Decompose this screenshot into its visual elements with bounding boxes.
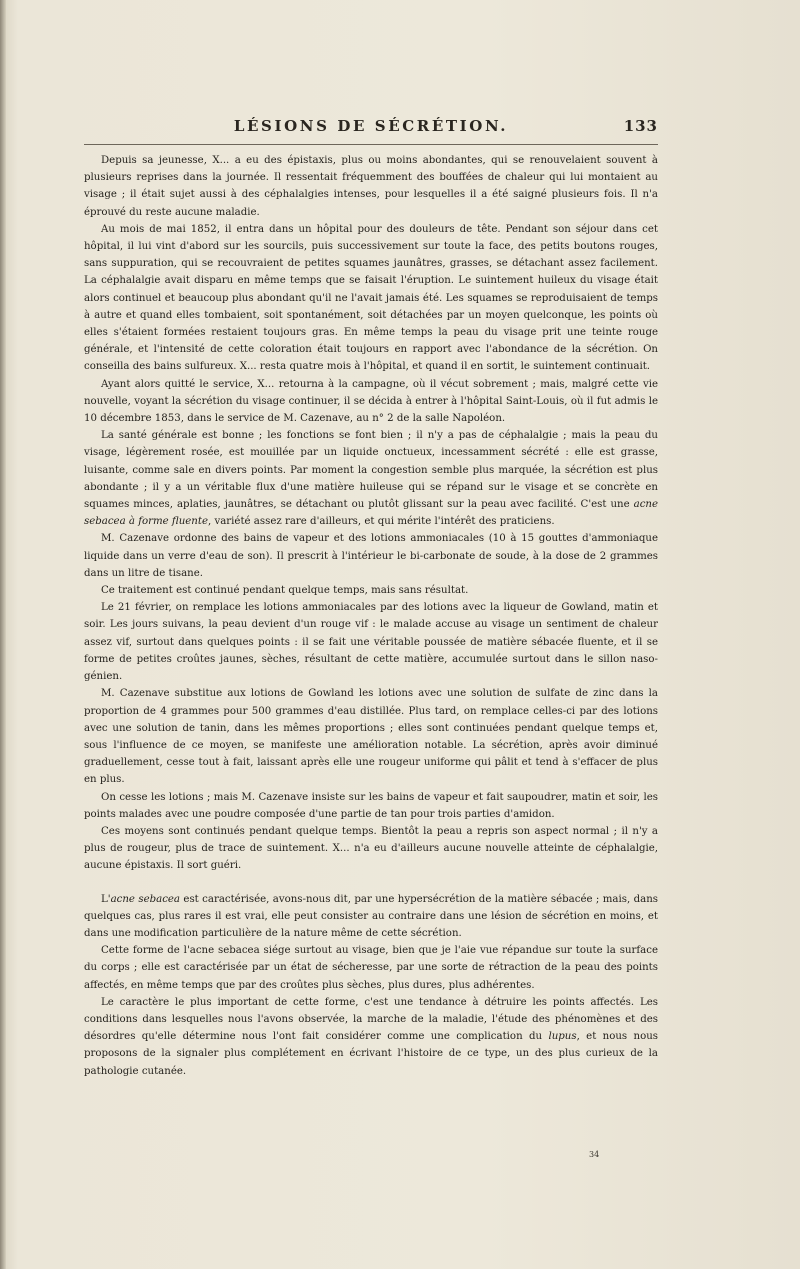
paragraph-text: est caractérisée, avons-nous dit, par une hypersécrétion de la matière sébacée ; mais, dans quelques cas, plus rares il est vrai, elle peut consister au contraire dans une lésion de sécrétion en moins, et dans une modification particulière de la nature même de cette sécrétion. (84, 893, 658, 939)
italic-term: acne sebacea à forme fluente (84, 499, 658, 528)
page-header (84, 117, 658, 141)
paragraph: On cesse les lotions ; mais M. Cazenave insiste sur les bains de vapeur et fait saupoudrer, matin et soir, les points malades avec une poudre composée d'une partie de tan pour trois parties d'amidon. (84, 791, 658, 820)
paragraph-text: , variété assez rare d'ailleurs, et qui mérite l'intérêt des praticiens. (207, 516, 555, 528)
italic-term: acne sebacea (110, 893, 181, 905)
paragraph (84, 994, 658, 1080)
paragraph (84, 427, 658, 530)
paragraph: Ayant alors quitté le service, X... retourna à la campagne, où il vécut sobrement ; mais, malgré cette vie nouvelle, voyant la sécrétion du visage continuer, il se décida à entrer à l'hôpital Saint-Louis, où il fut admis le 10 décembre 1853, dans le service de M. Cazenave, au n° 2 de la salle Napoléon. (84, 378, 658, 425)
paragraph-text: L' (101, 893, 111, 905)
paragraph: M. Cazenave substitue aux lotions de Gowland les lotions avec une solution de sulfate de zinc dans la proportion de 4 grammes pour 500 grammes d'eau distillée. Plus tard, on remplace celles-ci par des lotions avec une solution de tanin, dans les mêmes proportions ; elles sont continuées pendant quelque temps et, sous l'influence de ce moyen, se manifeste une amélioration notable. La sécrétion, après avoir diminué graduellement, cesse tout à fait, laissant après elle une rougeur uniforme qui pâlit et tend à s'effacer de plus en plus. (84, 688, 658, 786)
paragraph: Ces moyens sont continués pendant quelque temps. Bientôt la peau a repris son aspect normal ; il n'y a plus de rougeur, plus de trace de suintement. X... n'a eu d'ailleurs aucune nouvelle atteinte de céphalalgie, aucune épistaxis. Il sort guéri. (84, 825, 658, 872)
paragraph-text: , et nous nous proposons de la signaler plus complétement en écrivant l'histoire de ce type, un des plus curieux de la pathologie cutanée. (84, 1031, 658, 1077)
paragraph: Cette forme de l'acne sebacea siége surtout au visage, bien que je l'aie vue répandue sur toute la surface du corps ; elle est caractérisée par un état de sécheresse, par une sorte de rétraction de la peau des points affectés, en même temps que par des croûtes plus sèches, plus dures, plus adhérentes. (84, 945, 658, 991)
paragraph: Le 21 février, on remplace les lotions ammoniacales par des lotions avec la liqueur de Gowland, matin et soir. Les jours suivans, la peau devient d'un rouge vif : le malade accuse au visage un sentiment de chaleur assez vif, surtout dans quelques points : il se fait une véritable poussée de matière sébacée fluente, et il se forme de petites croûtes jaunes, sèches, résultant de cette matière, accumulée surtout dans le sillon naso-génien. (84, 602, 658, 683)
body-text (84, 152, 658, 1080)
paragraph-text: La santé générale est bonne ; les fonctions se font bien ; il n'y a pas de céphalalgie ; mais la peau du visage, légèrement rosée, est mouillée par un liquide onctueux, incessamment sécrété : elle est grasse, luisante, comme sale en divers points. Par moment la congestion semble plus marquée, la sécrétion est plus abondante ; il y a un véritable flux d'une matière huileuse qui se répand sur le visage et se concrète en squames minces, aplaties, jaunâtres, se détachant ou plutôt glissant sur la peau avec facilité. C'est une (84, 430, 658, 511)
header-rule (84, 144, 658, 145)
paragraph-text: Le caractère le plus important de cette forme, c'est une tendance à détruire les points affectés. Les conditions dans lesquelles nous l'avons observée, la marche de la maladie, l'étude des phénomènes et des désordres qu'elle détermine nous l'ont fait considérer comme une complication du (84, 996, 658, 1043)
italic-term: lupus (548, 1031, 577, 1043)
paragraph: Depuis sa jeunesse, X... a eu des épistaxis, plus ou moins abondantes, qui se renouvelaient souvent à plusieurs reprises dans la journée. Il ressentait fréquemment des bouffées de chaleur qui lui montaient au visage ; il était sujet aussi à des céphalalgies intenses, pour lesquelles il a été saigné plusieurs fois. Il n'a éprouvé du reste aucune maladie. (84, 155, 658, 218)
paragraph: M. Cazenave ordonne des bains de vapeur et des lotions ammoniacales (10 à 15 gouttes d'ammoniaque liquide dans un verre d'eau de son). Il prescrit à l'intérieur le bi-carbonate de soude, à la dose de 2 grammes dans un litre de tisane. (84, 533, 658, 579)
printer-signature: 34 (589, 1150, 600, 1159)
paragraph: Ce traitement est continué pendant quelque temps, mais sans résultat. (101, 585, 469, 597)
paragraph: Au mois de mai 1852, il entra dans un hôpital pour des douleurs de tête. Pendant son séjour dans cet hôpital, il lui vint d'abord sur les sourcils, puis successivement sur toute la face, des petits boutons rouges, sans suppuration, qui se recouvraient de petites squames jaunâtres, grasses, se détachant assez facilement. La céphalalgie avait disparu en même temps que se faisait l'éruption. Le suintement huileux du visage était alors continuel et beaucoup plus abondant qu'il ne l'avait jamais été. Les squames se reproduisaient de temps à autre et quand elles tombaient, soit spontanément, soit détachées par un moyen quelconque, les points où elles s'étaient formées restaient toujours gras. En même temps la peau du visage prit une teinte rouge générale, et l'intensité de cette coloration était toujours en rapport avec l'abondance de la sécrétion. On conseilla des bains sulfureux. X... resta quatre mois à l'hôpital, et quand il en sortit, le suintement continuait. (84, 223, 658, 373)
page-number: 133 (623, 117, 658, 135)
running-title: LÉSIONS DE SÉCRÉTION. (233, 117, 509, 135)
paragraph (84, 891, 658, 943)
page-binding-edge (0, 0, 6, 1269)
